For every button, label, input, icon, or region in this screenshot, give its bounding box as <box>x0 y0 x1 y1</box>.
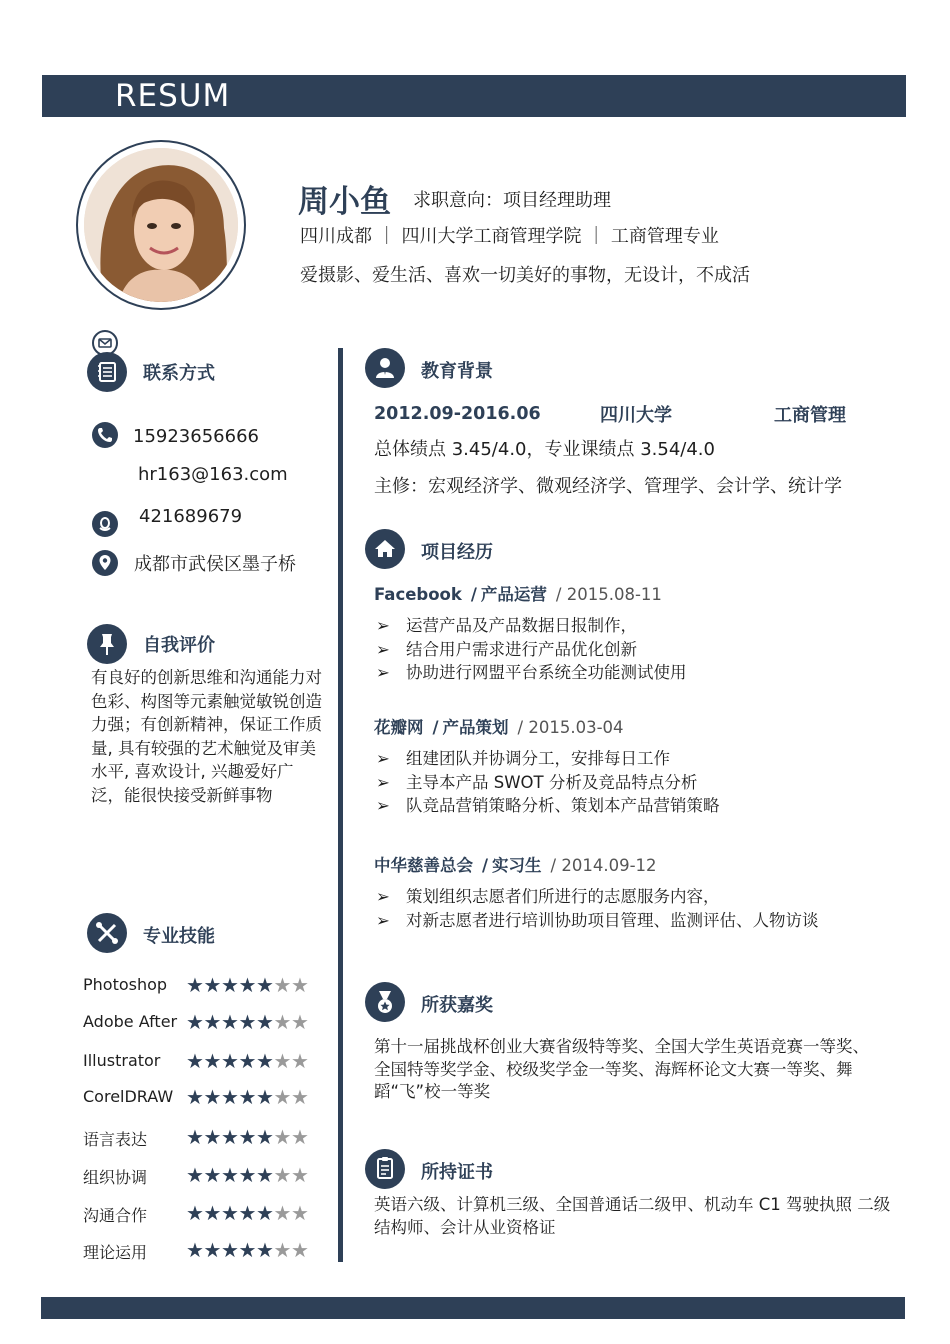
certificates-title: 所持证书 <box>421 1162 493 1183</box>
skill-name: 理论运用 <box>83 1243 148 1262</box>
project-header <box>374 581 662 605</box>
skill-name: Adobe After <box>83 1012 178 1031</box>
star-filled-icon: ★ <box>221 1238 239 1262</box>
project-org: 中华慈善总会 <box>374 856 473 875</box>
skill-name: 组织协调 <box>83 1168 148 1187</box>
location-icon <box>92 550 118 576</box>
project-bullet <box>376 792 720 816</box>
star-filled-icon: ★ <box>221 1163 239 1187</box>
arrow-bullet-icon: ➢ <box>376 887 390 906</box>
project-bullet-text: 运营产品及产品数据日报制作， <box>406 616 637 635</box>
star-empty-icon: ★ <box>291 1049 309 1073</box>
project-role: 产品运营 <box>480 585 547 604</box>
project-date: / 2015.08-11 <box>555 585 662 604</box>
arrow-bullet-icon: ➢ <box>376 616 390 635</box>
star-filled-icon: ★ <box>256 1010 274 1034</box>
star-filled-icon: ★ <box>186 973 204 997</box>
project-bullet-text: 主导本产品 SWOT 分析及竞品特点分析 <box>406 772 698 792</box>
star-filled-icon: ★ <box>238 1201 257 1225</box>
project-bullet <box>376 883 720 907</box>
star-filled-icon: ★ <box>203 1049 222 1073</box>
star-empty-icon: ★ <box>291 973 309 997</box>
contact-phone[interactable]: 15923656666 <box>133 426 259 447</box>
contact-address: 成都市武侯区墨子桥 <box>134 554 296 575</box>
skill-rating-stars <box>186 974 316 996</box>
profile-name: 周小鱼 <box>298 184 391 220</box>
star-filled-icon: ★ <box>221 1085 239 1109</box>
skill-name: 语言表达 <box>83 1130 148 1149</box>
certificate-icon <box>365 1149 405 1189</box>
project-header <box>374 714 624 738</box>
awards-text: 第十一届挑战杯创业大赛省级特等奖、全国大学生英语竞赛一等奖、全国特等奖学金、校级奖学金一等奖、海辉杯论文大赛一等奖、舞蹈“飞”校一等奖 <box>374 1037 869 1101</box>
star-empty-icon: ★ <box>273 1163 292 1187</box>
star-filled-icon: ★ <box>186 1238 204 1262</box>
star-filled-icon: ★ <box>186 1201 204 1225</box>
skill-rating-stars <box>186 1239 316 1261</box>
job-objective: 求职意向：项目经理助理 <box>413 190 611 211</box>
avatar <box>84 148 238 302</box>
skill-name: 沟通合作 <box>83 1206 148 1225</box>
project-org: 花瓣网 <box>374 718 424 737</box>
star-empty-icon: ★ <box>273 1085 292 1109</box>
profile-motto: 爱摄影、爱生活、喜欢一切美好的事物，无设计，不成活 <box>300 265 750 286</box>
project-bullet <box>376 769 697 793</box>
star-filled-icon: ★ <box>256 1238 274 1262</box>
star-filled-icon: ★ <box>238 1125 257 1149</box>
skill-rating-stars <box>186 1086 316 1108</box>
certificates-text: 英语六级、计算机三级、全国普通话二级甲、机动车 C1 驾驶执照 二级结构师、会计从业资格证 <box>374 1195 891 1237</box>
star-filled-icon: ★ <box>186 1163 204 1187</box>
project-bullet-text: 策划组织志愿者们所进行的志愿服务内容， <box>406 887 720 906</box>
star-empty-icon: ★ <box>273 1238 292 1262</box>
star-empty-icon: ★ <box>273 973 292 997</box>
star-filled-icon: ★ <box>203 1010 222 1034</box>
arrow-bullet-icon: ➢ <box>376 910 390 930</box>
project-role: 产品策划 <box>442 718 509 737</box>
star-filled-icon: ★ <box>238 1010 257 1034</box>
skill-name: CorelDRAW <box>83 1087 174 1106</box>
skill-name: Photoshop <box>83 975 168 994</box>
education-gpa: 总体绩点 3.45/4.0，专业课绩点 3.54/4.0 <box>374 439 715 460</box>
star-filled-icon: ★ <box>221 973 239 997</box>
contact-section-title: 联系方式 <box>143 363 215 384</box>
education-title: 教育背景 <box>421 361 493 382</box>
profile-info-line: 四川成都 ｜ 四川大学工商管理学院 ｜ 工商管理专业 <box>300 226 719 247</box>
project-date: / 2014.09-12 <box>550 856 657 875</box>
skill-rating-stars <box>186 1164 316 1186</box>
footer-bar <box>41 1297 905 1319</box>
project-separator: / <box>482 856 489 875</box>
star-empty-icon: ★ <box>273 1201 292 1225</box>
star-filled-icon: ★ <box>203 1201 222 1225</box>
project-bullet <box>376 612 637 636</box>
star-empty-icon: ★ <box>273 1049 292 1073</box>
project-bullet-text: 结合用户需求进行产品优化创新 <box>406 639 637 659</box>
arrow-bullet-icon: ➢ <box>376 749 390 768</box>
skill-name: Illustrator <box>83 1051 161 1070</box>
star-filled-icon: ★ <box>256 1125 274 1149</box>
tools-icon <box>87 913 127 953</box>
skill-rating-stars <box>186 1202 316 1224</box>
star-filled-icon: ★ <box>203 1125 222 1149</box>
awards-title: 所获嘉奖 <box>421 995 493 1016</box>
star-filled-icon: ★ <box>256 973 274 997</box>
arrow-bullet-icon: ➢ <box>376 639 390 659</box>
project-bullet-text: 对新志愿者进行培训协助项目管理、监测评估、人物访谈 <box>406 910 819 930</box>
education-courses: 主修：宏观经济学、微观经济学、管理学、会计学、统计学 <box>374 476 842 497</box>
star-filled-icon: ★ <box>238 1238 257 1262</box>
project-bullet <box>376 636 637 660</box>
star-filled-icon: ★ <box>256 1201 274 1225</box>
star-filled-icon: ★ <box>221 1201 239 1225</box>
project-date: / 2015.03-04 <box>517 718 624 737</box>
star-empty-icon: ★ <box>291 1085 309 1109</box>
star-empty-icon: ★ <box>291 1125 309 1149</box>
star-filled-icon: ★ <box>256 1085 274 1109</box>
skills-title: 专业技能 <box>143 926 215 947</box>
arrow-bullet-icon: ➢ <box>376 663 390 682</box>
page-title: RESUM <box>115 78 231 114</box>
star-filled-icon: ★ <box>221 1010 239 1034</box>
star-filled-icon: ★ <box>186 1010 204 1034</box>
project-org: Facebook <box>374 585 462 604</box>
star-filled-icon: ★ <box>203 1085 222 1109</box>
star-empty-icon: ★ <box>291 1201 309 1225</box>
self-eval-text: 有良好的创新思维和沟通能力对色彩、构图等元素触觉敏锐创造力强；有创新精神，保证工作质量, 具有较强的艺术触觉及审美水平, 喜欢设计, 兴趣爱好广泛，能很快接受新鲜事物 <box>91 668 322 805</box>
star-empty-icon: ★ <box>273 1125 292 1149</box>
star-filled-icon: ★ <box>186 1125 204 1149</box>
project-header <box>374 852 657 876</box>
home-icon <box>365 529 405 569</box>
project-bullet-text: 队竞品营销策略分析、策划本产品营销策略 <box>406 796 720 815</box>
project-bullet <box>376 907 819 931</box>
skill-rating-stars <box>186 1050 316 1072</box>
project-separator: / <box>470 585 477 604</box>
project-bullet <box>376 659 687 683</box>
project-separator: / <box>432 718 439 737</box>
star-filled-icon: ★ <box>186 1085 204 1109</box>
project-bullet <box>376 745 670 769</box>
star-filled-icon: ★ <box>238 1085 257 1109</box>
star-filled-icon: ★ <box>238 1049 257 1073</box>
column-divider <box>338 348 343 1262</box>
skill-rating-stars <box>186 1126 316 1148</box>
education-user-icon <box>365 348 405 388</box>
pin-icon <box>87 624 127 664</box>
project-bullet-text: 协助进行网盟平台系统全功能测试使用 <box>406 663 687 682</box>
contact-email[interactable]: hr163@163.com <box>138 464 288 485</box>
star-empty-icon: ★ <box>273 1010 292 1034</box>
star-filled-icon: ★ <box>221 1049 239 1073</box>
star-filled-icon: ★ <box>203 1163 222 1187</box>
star-filled-icon: ★ <box>203 973 222 997</box>
star-filled-icon: ★ <box>256 1163 274 1187</box>
contact-book-icon <box>87 352 127 392</box>
star-filled-icon: ★ <box>238 1163 257 1187</box>
qq-icon <box>92 511 118 537</box>
medal-icon <box>365 982 405 1022</box>
arrow-bullet-icon: ➢ <box>376 772 390 792</box>
phone-icon <box>92 422 118 448</box>
star-empty-icon: ★ <box>291 1010 309 1034</box>
education-period: 2012.09-2016.06 <box>374 404 541 424</box>
education-major: 工商管理 <box>774 405 846 426</box>
projects-title: 项目经历 <box>421 542 493 563</box>
project-bullet-text: 组建团队并协调分工，安排每日工作 <box>406 749 670 768</box>
star-filled-icon: ★ <box>221 1125 239 1149</box>
skill-rating-stars <box>186 1011 316 1033</box>
star-filled-icon: ★ <box>256 1049 274 1073</box>
star-empty-icon: ★ <box>291 1238 309 1262</box>
star-filled-icon: ★ <box>238 973 257 997</box>
project-role: 实习生 <box>492 856 542 875</box>
education-school: 四川大学 <box>600 405 672 426</box>
arrow-bullet-icon: ➢ <box>376 796 390 815</box>
star-empty-icon: ★ <box>291 1163 309 1187</box>
self-eval-title: 自我评价 <box>143 635 215 656</box>
star-filled-icon: ★ <box>203 1238 222 1262</box>
contact-qq: 421689679 <box>139 506 243 527</box>
star-filled-icon: ★ <box>186 1049 204 1073</box>
